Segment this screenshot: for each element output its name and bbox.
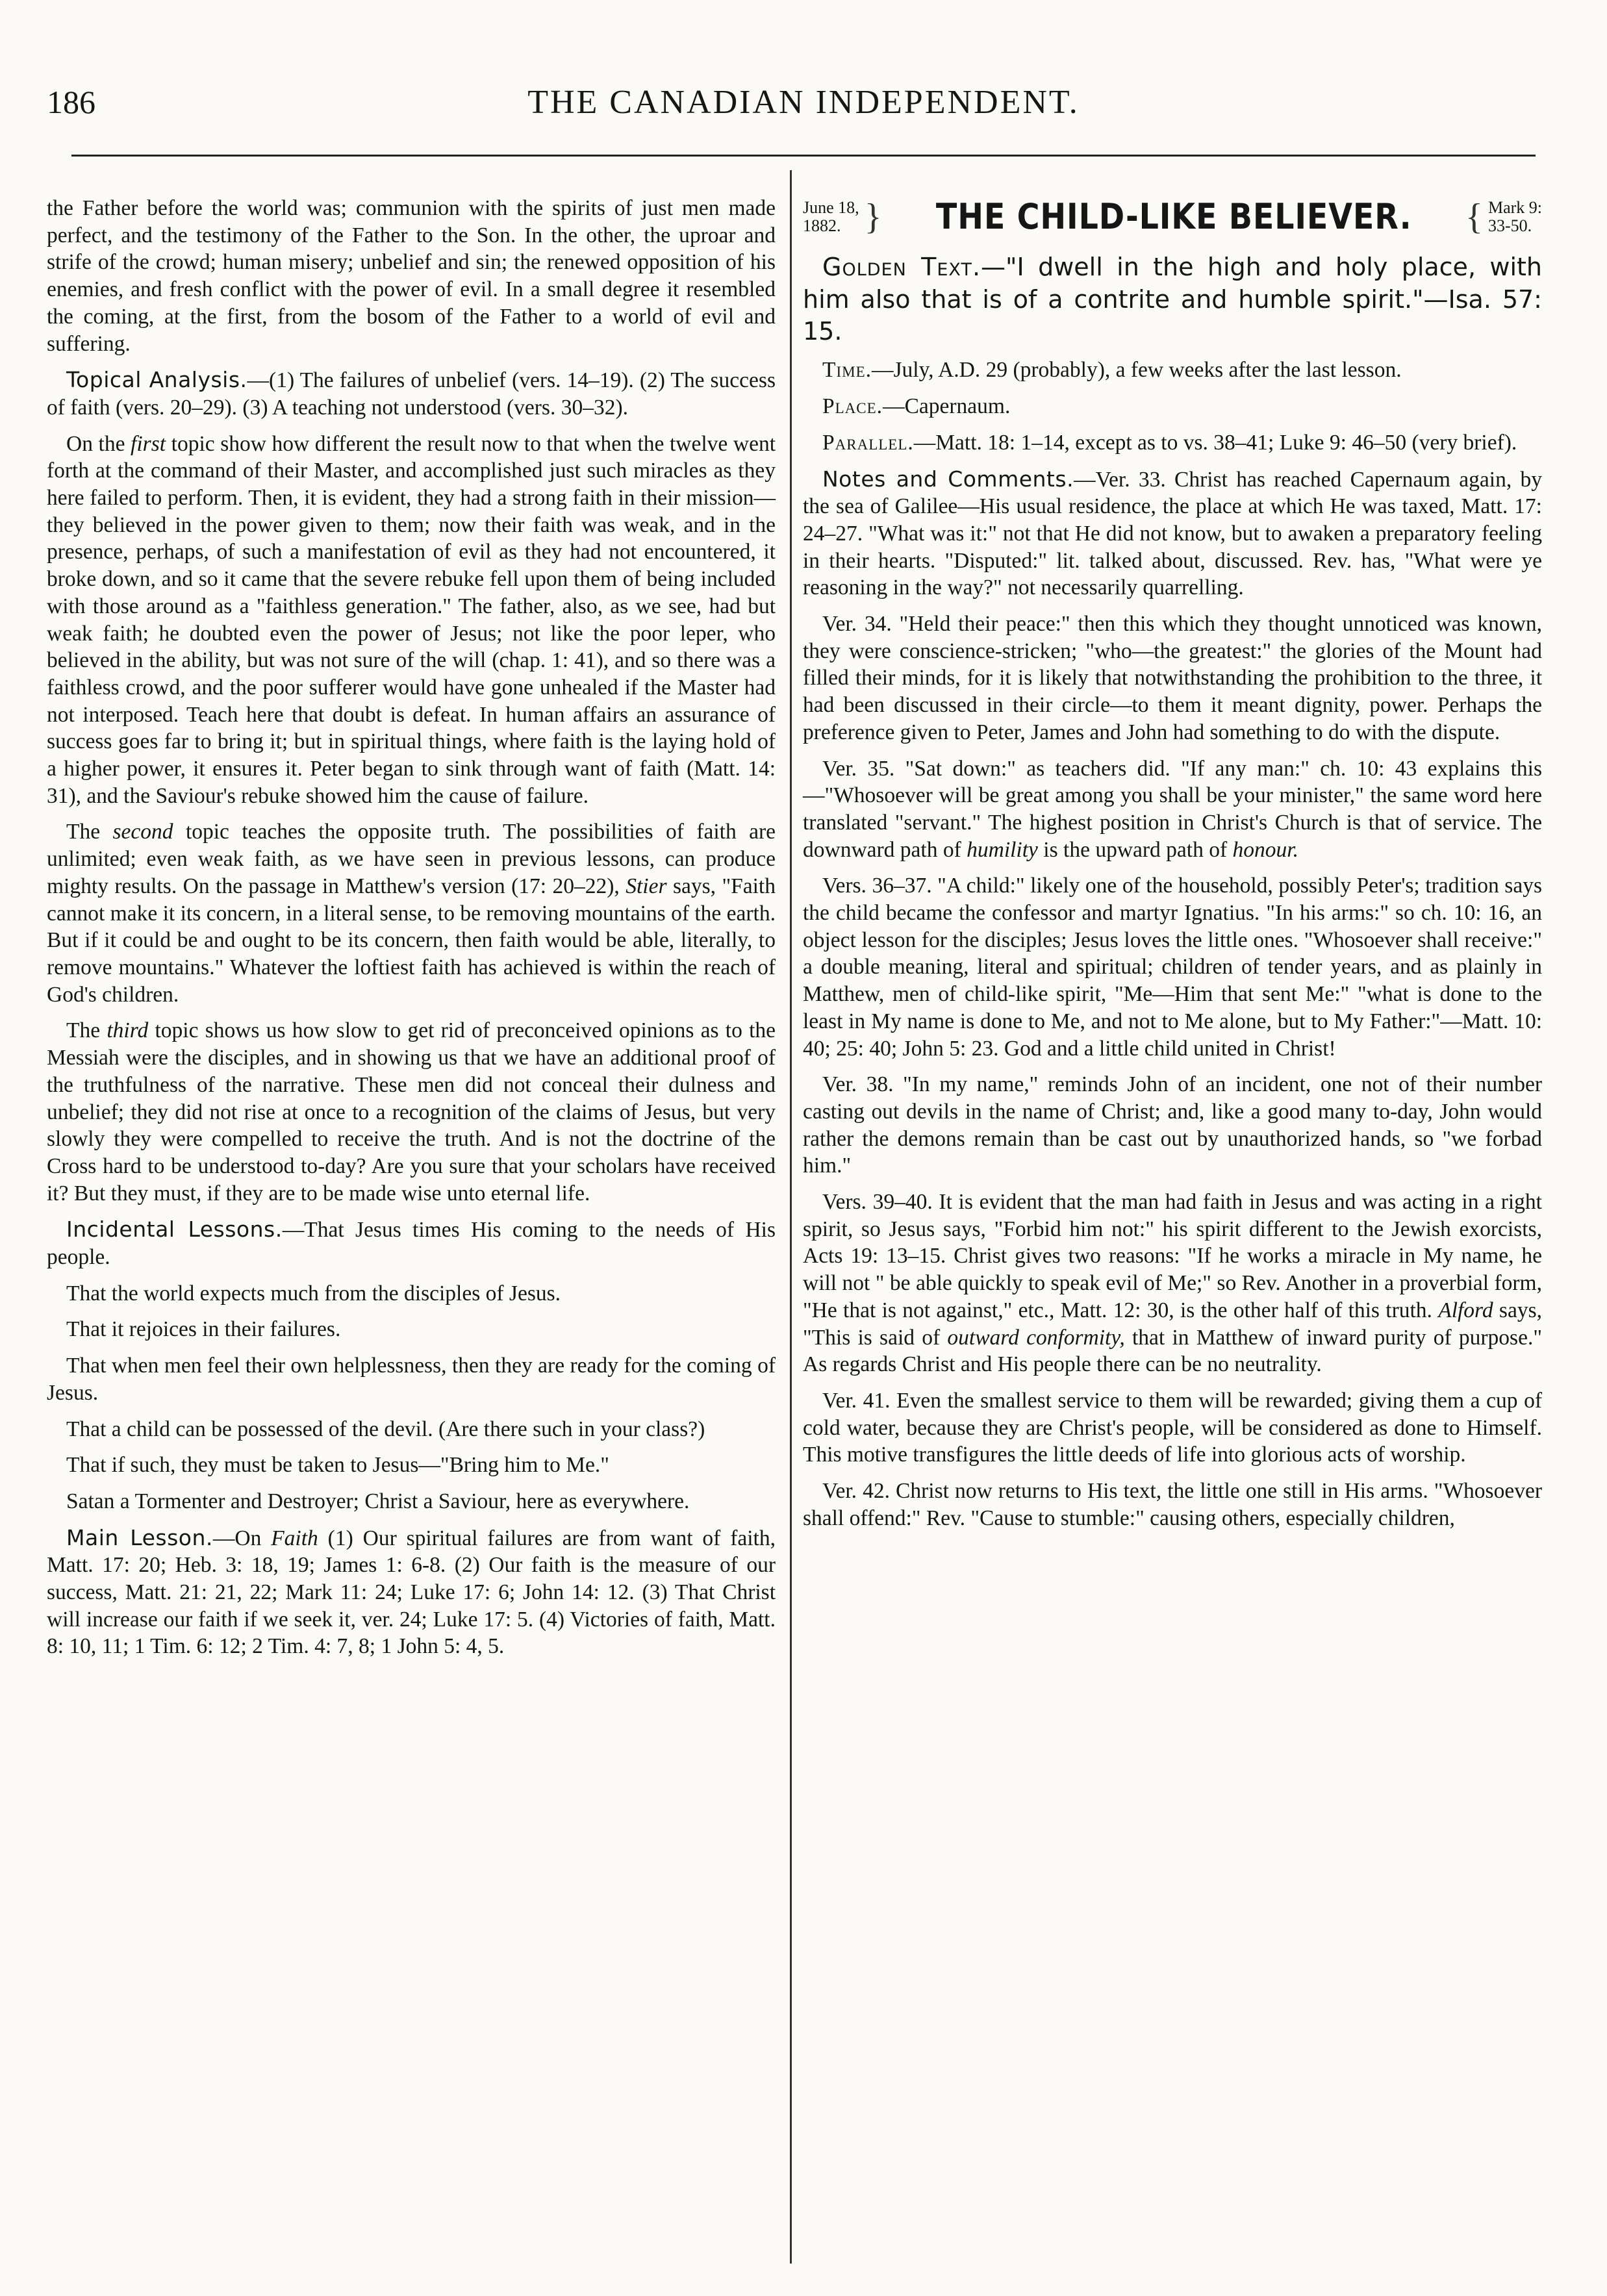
emphasis: Faith — [271, 1526, 318, 1550]
text: that in Matthew of inward purity of purpose." As regards Christ and His people there can be no neutrality. — [803, 1325, 1543, 1377]
column-rule — [790, 170, 792, 2264]
place-line — [803, 393, 1542, 420]
emphasis: outward conformity, — [947, 1325, 1125, 1350]
place-text: —Capernaum. — [883, 394, 1011, 419]
emphasis: humility — [967, 837, 1038, 862]
header-rule — [71, 155, 1536, 157]
golden-text — [803, 251, 1542, 347]
paragraph-topical-analysis — [47, 366, 776, 421]
lesson-ref-line: 33-50. — [1487, 216, 1532, 235]
text: On the — [66, 431, 131, 456]
lesson-item: That it rejoices in their failures. — [66, 1317, 341, 1342]
emphasis: second — [112, 820, 173, 844]
verse-note-39-40 — [803, 1189, 1542, 1378]
emphasis: Alford — [1438, 1298, 1493, 1322]
emphasis: first — [131, 431, 166, 456]
lesson-title: THE CHILD-LIKE BELIEVER. — [935, 196, 1412, 237]
section-heading: Notes and Comments. — [822, 466, 1074, 492]
emphasis: honour. — [1232, 837, 1298, 862]
page-number: 186 — [47, 84, 95, 120]
text: topic teaches the opposite truth. The possibilities of faith are unlimited; even weak faith, as we have seen in previous lessons, can produce mighty results. On the passage in Matthew's version (17: 20–22), — [47, 820, 776, 898]
text: —On — [212, 1526, 272, 1550]
lesson-header — [803, 195, 1542, 238]
text: The — [66, 1018, 107, 1043]
section-heading: Main Lesson. — [66, 1524, 213, 1550]
left-column — [47, 195, 776, 1669]
time-label: Time. — [822, 358, 872, 383]
parallel-line — [803, 429, 1542, 457]
paragraph-text: —Ver. 33. Christ has reached Capernaum again, by the sea of Galilee—His usual residence, the place at which He was taxed, Matt. 17: 24–27. "What was it:" not that He did not know, but to awaken a preparatory feeling in their hearts. "Disputed:" lit. talked about, discussed. Rev. has, "What were ye reasoning in the way?" not necessarily quarrelling. — [803, 467, 1542, 600]
text: topic shows us how slow to get rid of preconceived opinions as to the Messiah were the disciples, and in showing us that we have an additional proof of the truthfulness of the narrative. These men did not conceal their dulness and unbelief; they did not rise at once to a recognition of the claims of Jesus, but very slowly they were compelled to receive the truth. And is not the doctrine of the Cross hard to be understood to-day? Are you sure that your scholars have received it? But they must, if they are to be made wise unto eternal life. — [47, 1018, 776, 1205]
verse-note-41: Ver. 41. Even the smallest service to them will be rewarded; giving them a cup of cold water, because they are Christ's people, will be considered as done to Himself. This motive transfigures the little deeds of life into glorious acts of worship. — [803, 1389, 1542, 1467]
lesson-item: Satan a Tormenter and Destroyer; Christ a Saviour, here as everywhere. — [66, 1489, 690, 1513]
paragraph-text: —That Jesus times His coming to the needs of His people. — [47, 1218, 776, 1270]
lesson-item: That when men feel their own helplessness, then they are ready for the coming of Jesus. — [47, 1354, 776, 1405]
paragraph-second-topic — [47, 818, 776, 1008]
text: (1) Our spiritual failures are from want of faith, Matt. 17: 20; Heb. 3: 18, 19; James 1: 6-8. (2) Our faith is the measure of our success, Matt. 21: 21, 22; Mark 11: 24; Luke 17: 6; John 14: 12. (3) That Christ will increase our faith if we seek it, ver. 24; Luke 17: 5. (4) Victories of faith, Matt. 8: 10, 11; 1 Tim. 6: 12; 2 Tim. 4: 7, 8; 1 John 5: 4, 5. — [47, 1526, 776, 1659]
verse-note-42: Ver. 42. Christ now returns to His text, the little one still in His arms. "Whosoever shall offend:" Rev. "Cause to stumble:" causing others, especially children, — [803, 1479, 1542, 1530]
text: topic show how different the result now to that when the twelve went forth at the command of their Master, and accomplished just such miracles as they here failed to perform. Then, it is evident, they had a strong faith in their mission—they believed in the power given to them; now their faith was weak, and in the presence, perhaps, of such a manifestation of evil as they had not encountered, it broke down, and so it came that the severe rebuke fell upon them of being included with those around as a "faithless generation." The father, also, as we see, had but weak faith; he doubted even the power of Jesus; not like the poor leper, who believed in the ability, but was not sure of the will (chap. 1: 41), and so there was a faithless crowd, and the poor sufferer would have gone unhealed if the Master had not interposed. Teach here that doubt is defeat. In human affairs an assurance of success goes far to bring it; but in spiritual things, where faith is the laying hold of a higher power, it ensures it. Peter began to sink through want of faith (Matt. 14: 31), and the Saviour's rebuke showed him the cause of failure. — [47, 431, 776, 808]
text: is the upward path of — [1037, 837, 1233, 862]
parallel-text: —Matt. 18: 1–14, except as to vs. 38–41; Luke 9: 46–50 (very brief). — [913, 430, 1517, 455]
running-head: THE CANADIAN INDEPENDENT. — [527, 84, 1080, 121]
verse-note-36-37: Vers. 36–37. "A child:" likely one of the household, possibly Peter's; tradition says the child became the confessor and martyr Ignatius. "In his arms:" so ch. 10: 16, an object lesson for the disciples; Jesus loves the little ones. "Whosoever shall receive:" a double meaning, literal and spiritual; children of tender years, and as plainly in Matthew, men of child-like spirit, "Me—Him that sent Me:" "what is done to the least in My name is done to Me, and not to Me alone, but to My Father:"—Matt. 10: 40; 25: 40; John 5: 23. God and a little child united in Christ! — [803, 874, 1542, 1061]
lesson-item: That if such, they must be taken to Jesus—"Bring him to Me." — [66, 1453, 609, 1478]
text: The — [66, 820, 113, 844]
lesson-scripture-ref — [1488, 199, 1542, 234]
paragraph-first-topic — [47, 431, 776, 810]
paragraph-third-topic — [47, 1017, 776, 1207]
paragraph: the Father before the world was; communion with the spirits of just men made perfect, and the testimony of the Father to the Son. In the other, the uproar and strife of the crowd; human misery; unbelief and sin; the renewed opposition of his enemies, and fresh conflict with the power of evil. In a small degree it resembled the coming, at the first, from the bosom of the Father to a world of evil and suffering. — [47, 196, 776, 356]
emphasis: third — [107, 1018, 149, 1043]
paragraph-main-lesson — [47, 1524, 776, 1661]
paragraph-text: —(1) The failures of unbelief (vers. 14–19). (2) The success of faith (vers. 20–29). (3) A teaching not understood (vers. 30–32). — [47, 368, 776, 420]
text: says, "This is said of — [803, 1298, 1542, 1350]
verse-note-35 — [803, 755, 1542, 864]
verse-note-34: Ver. 34. "Held their peace:" then this which they thought unnoticed was known, they were conscience-stricken; "who—the greatest:" the glories of the Mount had filled their minds, for it is likely that notwithstanding the prohibition to the three, it had been discussed in their circle—to them it meant dignity, power. Perhaps the preference given to Peter, James and John had something to do with the dispute. — [803, 612, 1542, 744]
left-brace-glyph: { — [1465, 196, 1483, 237]
lesson-date — [803, 199, 859, 234]
paragraph-incidental-lessons — [47, 1216, 776, 1270]
lesson-item: That a child can be possessed of the devil. (Are there such in your class?) — [66, 1417, 705, 1441]
right-brace-glyph: } — [864, 196, 882, 237]
emphasis: Stier — [626, 874, 667, 898]
lesson-ref-line: Mark 9: — [1487, 198, 1542, 218]
parallel-label: Parallel. — [822, 430, 914, 455]
place-label: Place. — [822, 394, 883, 419]
golden-text-label: Golden Text. — [822, 253, 981, 282]
text: Vers. 39–40. It is evident that the man had faith in Jesus and was acting in a right spirit, so Jesus says, "Forbid him not:" his spirit different to the Jewish exorcists, Acts 19: 13–15. Christ gives two reasons: "If he works a miracle in My name, he will not " be able quickly to speak evil of Me;" so Rev. Another in a proverbial form, "He that is not against," etc., Matt. 12: 30, is the other half of this truth. — [803, 1190, 1542, 1322]
section-heading: Incidental Lessons. — [66, 1217, 283, 1243]
text: Ver. 35. "Sat down:" as teachers did. "If any man:" ch. 10: 43 explains this—"Whosoever will be great among you shall be your minister," the same word here translated "servant." The highest position in Christ's Church is that of service. The downward path of — [803, 756, 1542, 862]
verse-note-38: Ver. 38. "In my name," reminds John of an incident, one not of their number casting out devils in the name of Christ; and, like a good many to-day, John would rather the demons remain than be cast out by unauthorized hands, so "we forbad him." — [803, 1072, 1542, 1178]
lesson-item: That the world expects much from the disciples of Jesus. — [66, 1281, 561, 1306]
lesson-date-line: June 18, — [803, 198, 859, 218]
time-line — [803, 357, 1542, 384]
section-heading: Topical Analysis. — [66, 367, 247, 393]
lesson-date-line: 1882. — [803, 216, 841, 235]
notes-paragraph — [803, 466, 1542, 602]
time-text: —July, A.D. 29 (probably), a few weeks after the last lesson. — [872, 358, 1402, 383]
golden-text-body: —"I dwell in the high and holy place, with him also that is of a contrite and humble spirit."—Isa. 57: 15. — [803, 253, 1543, 346]
text: says, "Faith cannot make it its concern, in a literal sense, to be removing mountains of the earth. But if it could be and ought to be its concern, then faith would be able, literally, to remove mountains." Whatever the loftiest faith has achieved is within the reach of God's children. — [47, 874, 776, 1007]
right-column — [803, 195, 1542, 1541]
